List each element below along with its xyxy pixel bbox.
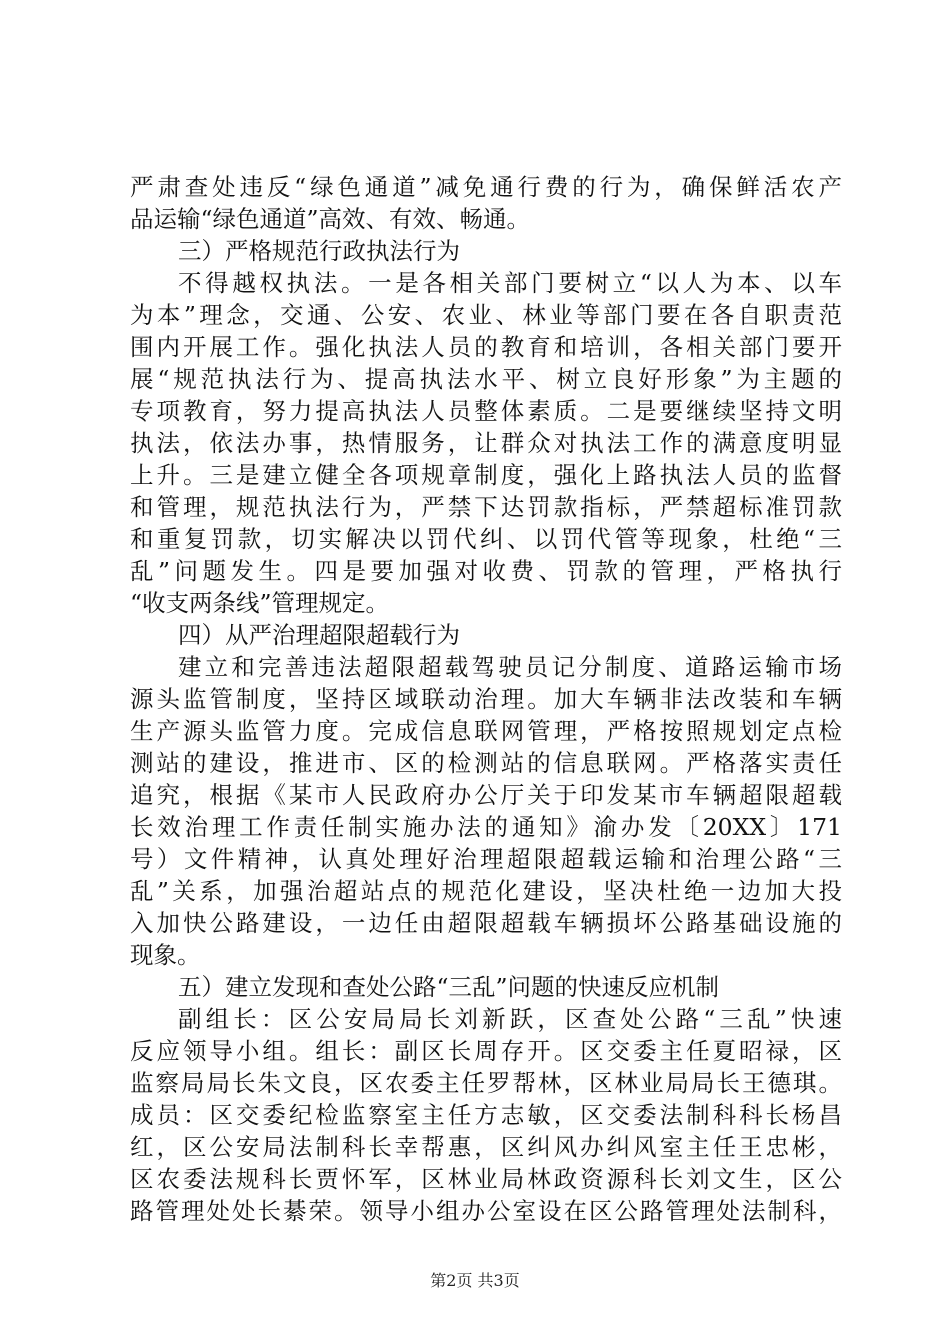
text-line: 五）建立发现和查处公路“三乱”问题的快速反应机制: [178, 973, 720, 1001]
text-line: 乱”问题发生。四是要加强对收费、罚款的管理，严格执行: [130, 557, 842, 585]
text-line: 专项教育，努力提高执法人员整体素质。二是要继续坚持文明: [130, 397, 842, 425]
text-line: 品运输“绿色通道”高效、有效、畅通。: [130, 205, 531, 233]
page-footer: 第2页 共3页: [430, 1271, 520, 1290]
text-line: 展“规范执法行为、提高执法水平、树立良好形象”为主题的: [130, 365, 842, 393]
text-line: 建立和完善违法超限超载驾驶员记分制度、道路运输市场: [178, 653, 842, 681]
text-line: 追究，根据《某市人民政府办公厅关于印发某市车辆超限超载: [130, 781, 842, 809]
text-line: 围内开展工作。强化执法人员的教育和培训，各相关部门要开: [130, 333, 842, 361]
text-line: 三）严格规范行政执法行为: [178, 237, 460, 265]
text-line: 严肃查处违反“绿色通道”减免通行费的行为，确保鲜活农产: [130, 173, 842, 201]
text-line: 和重复罚款，切实解决以罚代纠、以罚代管等现象，杜绝“三: [130, 525, 842, 553]
text-line: 红，区公安局法制科长幸帮惠，区纠风办纠风室主任王忠彬，: [130, 1133, 842, 1161]
text-line: 上升。三是建立健全各项规章制度，强化上路执法人员的监督: [130, 461, 842, 489]
text-line: 乱”关系，加强治超站点的规范化建设，坚决杜绝一边加大投: [130, 877, 842, 905]
document-body: [130, 171, 842, 1227]
text-line: “收支两条线”管理规定。: [130, 589, 390, 617]
text-line: 反应领导小组。组长：副区长周存开。区交委主任夏昭禄，区: [130, 1037, 842, 1065]
text-line: 监察局局长朱文良，区农委主任罗帮林，区林业局局长王德琪。: [130, 1069, 842, 1097]
text-line: 执法，依法办事，热情服务，让群众对执法工作的满意度明显: [130, 429, 842, 457]
text-line: 为本”理念，交通、公安、农业、林业等部门要在各自职责范: [130, 301, 842, 329]
text-line: 入加快公路建设，一边任由超限超载车辆损坏公路基础设施的: [130, 909, 842, 937]
text-line: 区农委法规科长贾怀军，区林业局林政资源科长刘文生，区公: [130, 1165, 842, 1193]
text-line: 四）从严治理超限超载行为: [178, 621, 460, 649]
text-line: 源头监管制度，坚持区域联动治理。加大车辆非法改装和车辆: [130, 685, 842, 713]
text-line: 不得越权执法。一是各相关部门要树立“以人为本、以车: [178, 269, 842, 297]
text-line: 副组长：区公安局局长刘新跃，区查处公路“三乱”快速: [178, 1005, 842, 1033]
text-line: 和管理，规范执法行为，严禁下达罚款指标，严禁超标准罚款: [130, 493, 842, 521]
text-line: 号）文件精神，认真处理好治理超限超载运输和治理公路“三: [130, 845, 842, 873]
text-line: 成员：区交委纪检监察室主任方志敏，区交委法制科科长杨昌: [130, 1101, 842, 1129]
text-line: 路管理处处长綦荣。领导小组办公室设在区公路管理处法制科，: [130, 1197, 842, 1225]
text-line: 长效治理工作责任制实施办法的通知》渝办发〔20XX〕171: [130, 813, 842, 841]
text-line: 测站的建设，推进市、区的检测站的信息联网。严格落实责任: [130, 749, 842, 777]
text-line: 生产源头监管力度。完成信息联网管理，严格按照规划定点检: [130, 717, 842, 745]
text-line: 现象。: [130, 941, 201, 969]
